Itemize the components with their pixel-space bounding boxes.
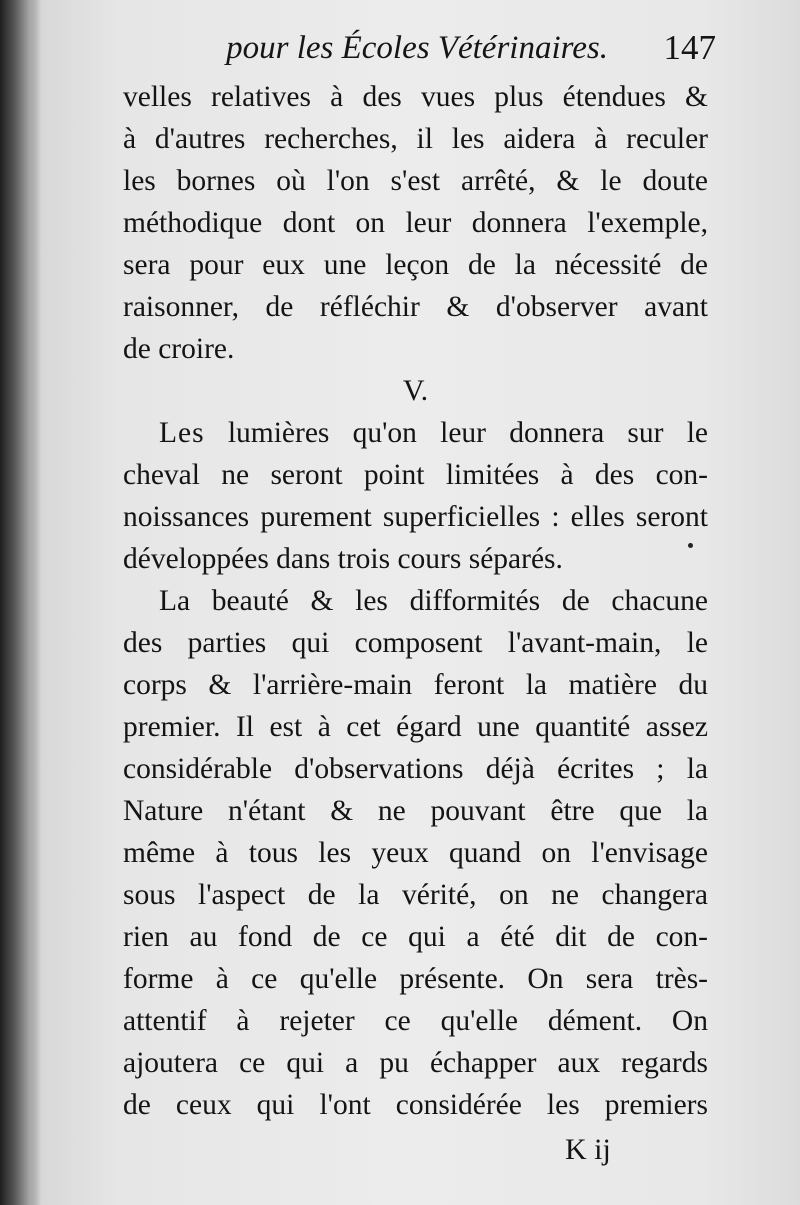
text-line: velles relatives à des vues plus étendues & [123, 81, 708, 113]
text-line: considérable d'observations déjà écrites ; la [123, 753, 708, 785]
text-line [123, 412, 708, 454]
text-line: ajoutera ce qui a pu échapper aux regards [123, 1047, 708, 1079]
page-number: 147 [663, 28, 716, 67]
signature-mark: K ij [565, 1133, 611, 1166]
text-line: noissances purement superficielles : elles seront [123, 501, 708, 533]
section-heading: V. [402, 374, 429, 407]
text-line: rien au fond de ce qui a été dit de con- [123, 921, 708, 953]
drop-cap-word: Les [159, 417, 205, 449]
text-line: attentif à rejeter ce qu'elle dément. On [123, 1005, 708, 1037]
text-line: cheval ne seront point limitées à des con- [123, 459, 708, 491]
running-head: pour les Écoles Vétérinaires. [226, 30, 608, 66]
text-line: méthodique dont on leur donnera l'exemple, [123, 207, 708, 239]
text-line: les bornes où l'on s'est arrêté, & le doute [123, 165, 708, 197]
text-line: même à tous les yeux quand on l'envisage [123, 837, 708, 869]
book-gutter [0, 0, 40, 1205]
text-line: corps & l'arrière-main feront la matière du [123, 669, 708, 701]
text-line: sera pour eux une leçon de la nécessité de [123, 249, 708, 281]
text-line: développées dans trois cours séparés. [123, 543, 563, 575]
text-line: de croire. [123, 333, 235, 365]
text-line: de ceux qui l'ont considérée les premiers [123, 1089, 708, 1121]
text-line: à d'autres recherches, il les aidera à reculer [123, 123, 708, 155]
first-line-rest: lumières qu'on leur donnera sur le [227, 417, 708, 449]
page-header [120, 22, 720, 72]
text-line: premier. Il est à cet égard une quantité assez [123, 711, 708, 743]
text-line: raisonner, de réfléchir & d'observer avant [123, 291, 708, 323]
text-line: sous l'aspect de la vérité, on ne changera [123, 879, 708, 911]
text-line: des parties qui composent l'avant-main, le [123, 627, 708, 659]
text-line: Nature n'étant & ne pouvant être que la [123, 795, 708, 827]
page-body [123, 76, 708, 1126]
text-line: forme à ce qu'elle présente. On sera très- [123, 963, 708, 995]
text-line: La beauté & les difformités de chacune [159, 585, 708, 617]
ink-speck [688, 543, 693, 548]
